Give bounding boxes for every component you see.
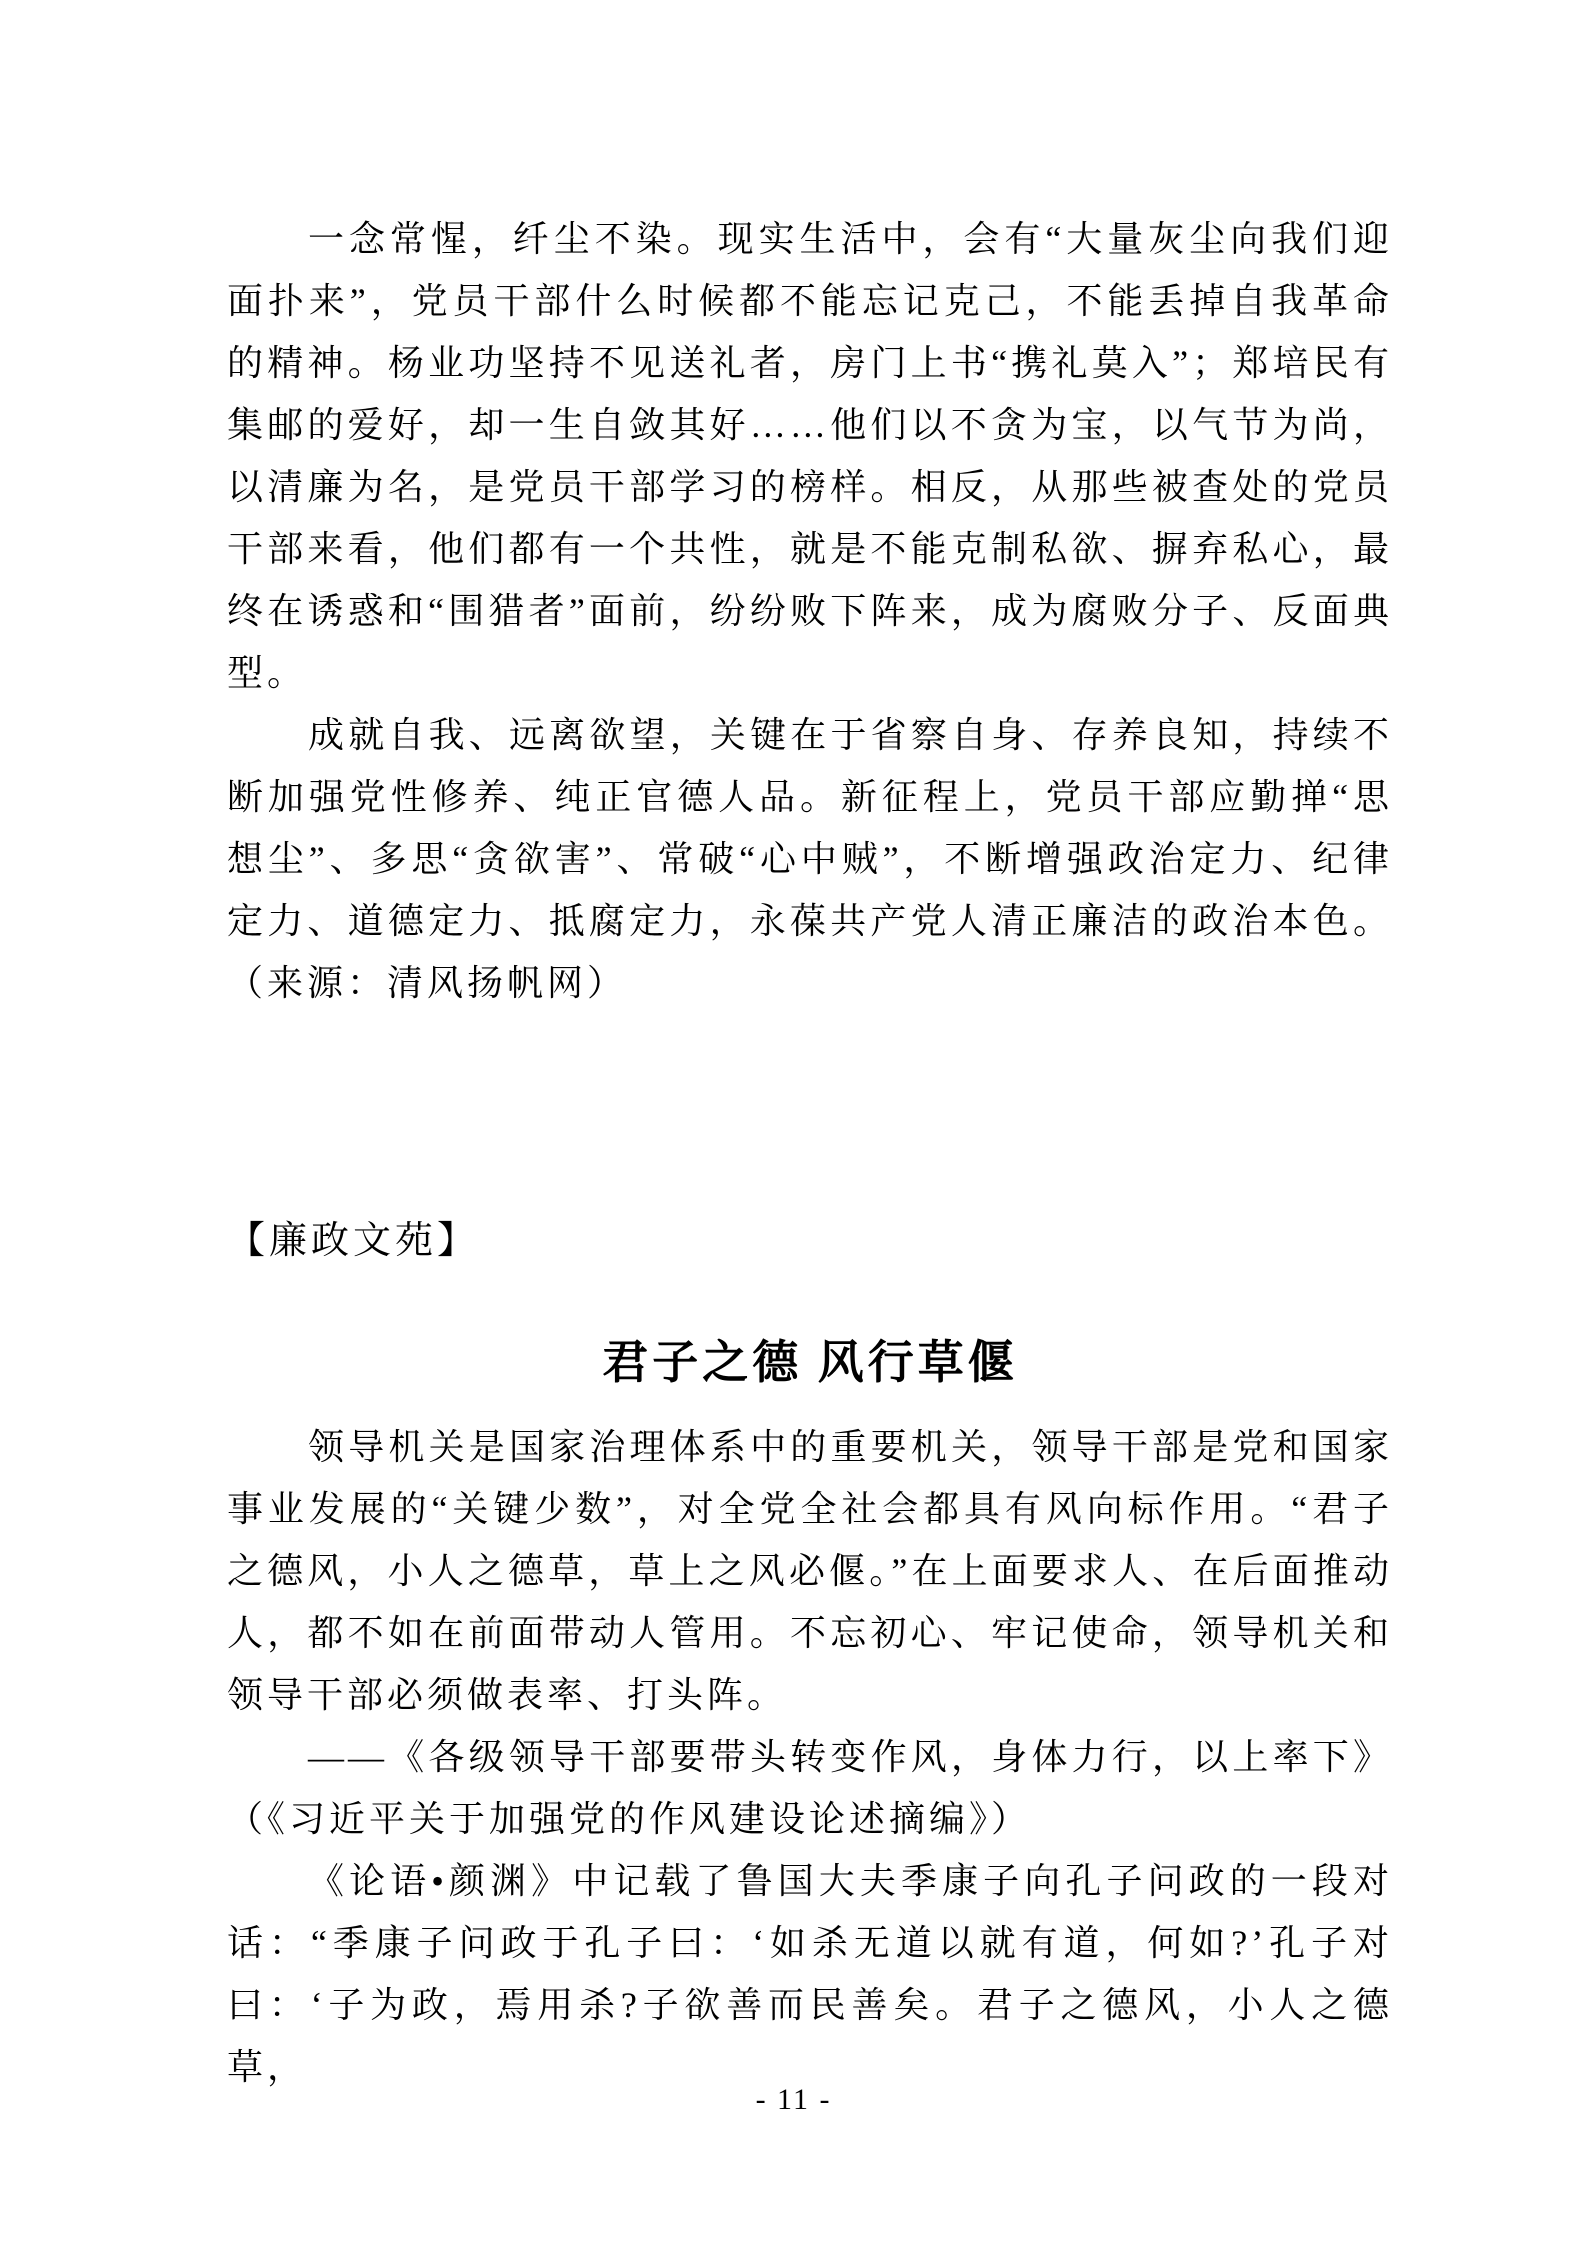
article-title: 君子之德 风行草偃 — [602, 1337, 1018, 1388]
paragraph-analects: 《论语•颜渊》中记载了鲁国大夫季康子向孔子问政的一段对话：“季康子问政于孔子曰：‘如杀无道以就有道，何如?’孔子对曰：‘子为政，焉用杀?子欲善而民善矣。君子之德风，小人之德草， — [227, 1861, 1393, 2087]
page-footer — [0, 2082, 1587, 2118]
paragraph-clean-mind: 一念常惺，纤尘不染。现实生活中，会有“大量灰尘向我们迎面扑来”，党员干部什么时候都不能忘记克己，不能丢掉自我革命的精神。杨业功坚持不见送礼者，房门上书“携礼莫入”；郑培民有集邮的爱好，却一生自敛其好……他们以不贪为宝，以气节为尚，以清廉为名，是党员干部学习的榜样。相反，从那些被查处的党员干部来看，他们都有一个共性，就是不能克制私欲、摒弃私心，最终在诱惑和“围猎者”面前，纷纷败下阵来，成为腐败分子、反面典型。 — [227, 219, 1393, 693]
section-gap — [227, 1014, 1393, 1210]
paragraph-self-cultivation: 成就自我、远离欲望，关键在于省察自身、存养良知，持续不断加强党性修养、纯正官德人品。新征程上，党员干部应勤掸“思想尘”、多思“贪欲害”、常破“心中贼”，不断增强政治定力、纪律定力、道德定力、抵腐定力，永葆共产党人清正廉洁的政治本色。（来源：清风扬帆网） — [227, 715, 1393, 1003]
section-header-lianzheng-wenyuan: 【廉政文苑】 — [227, 1220, 480, 1262]
paragraph-leading-organs: 领导机关是国家治理体系中的重要机关，领导干部是党和国家事业发展的“关键少数”，对全党全社会都具有风向标作用。“君子之德风，小人之德草，草上之风必偃。”在上面要求人、在后面推动人，都不如在前面带动人管用。不忘初心、牢记使命，领导机关和领导干部必须做表率、打头阵。 — [227, 1427, 1393, 1715]
paragraph-quote-source: ——《各级领导干部要带头转变作风，身体力行，以上率下》（《习近平关于加强党的作风建设论述摘编》） — [227, 1737, 1393, 1839]
page-number: - 11 - — [755, 2083, 832, 2116]
document-body — [227, 208, 1393, 2098]
